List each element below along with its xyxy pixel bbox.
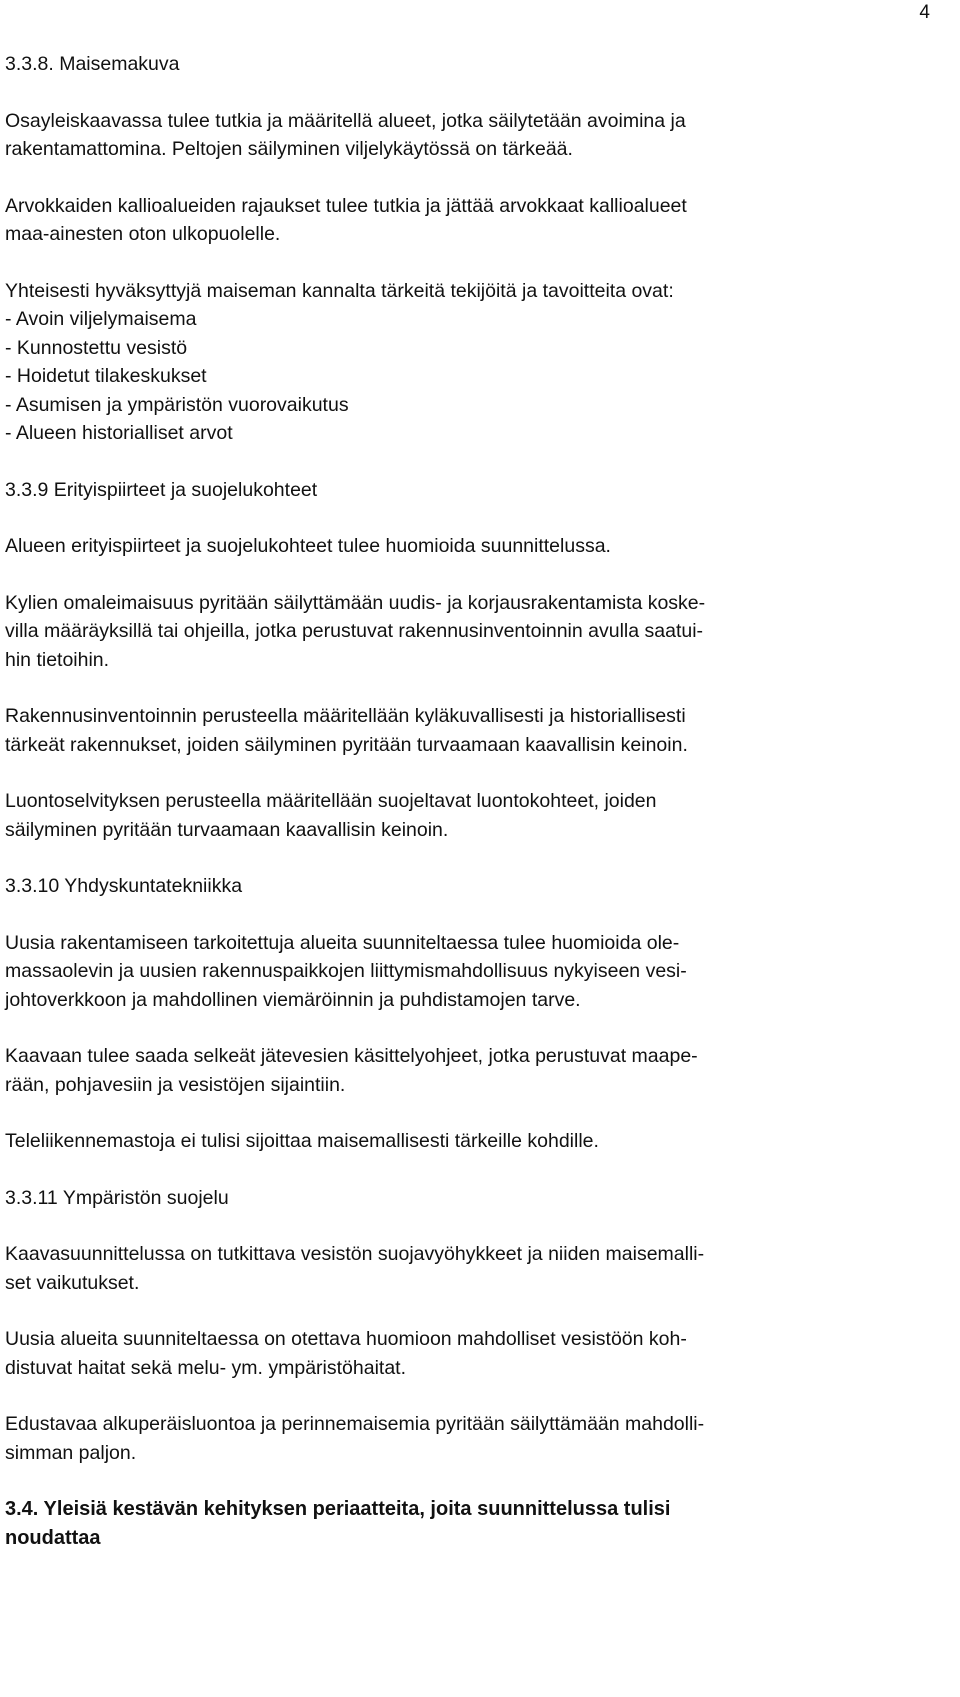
- text-line: villa määräyksillä tai ohjeilla, jotka perustuvat rakennusinventoinnin avulla saatui-: [5, 620, 704, 642]
- text-line: simman paljon.: [5, 1441, 137, 1464]
- list-item: - Asumisen ja ympäristön vuorovaikutus: [5, 393, 349, 416]
- list-item: - Hoidetut tilakeskukset: [5, 365, 207, 387]
- text-line: maa-ainesten oton ulkopuolelle.: [5, 223, 281, 245]
- section-heading-3-3-11: 3.3.11 Ympäristön suojelu: [5, 1186, 229, 1209]
- document-body: [5, 50, 920, 1552]
- paragraph: [5, 1127, 920, 1156]
- paragraph: [5, 702, 920, 759]
- paragraph: [5, 277, 920, 448]
- text-line: rään, pohjavesiin ja vesistöjen sijaintiin.: [5, 1073, 346, 1096]
- text-line: massaolevin ja uusien rakennuspaikkojen liittymismahdollisuus nykyiseen vesi-: [5, 960, 687, 982]
- paragraph: [5, 532, 920, 561]
- text-line: Teleliikennemastoja ei tulisi sijoittaa maisemallisesti tärkeille kohdille.: [5, 1130, 599, 1152]
- bullet-list: [5, 305, 920, 448]
- title-line: 3.4. Yleisiä kestävän kehityksen periaatteita, joita suunnittelussa tulisi: [5, 1498, 671, 1520]
- text-line: set vaikutukset.: [5, 1271, 140, 1294]
- page-number: 4: [919, 2, 930, 23]
- text-line: Edustavaa alkuperäisluontoa ja perinnemaisemia pyritään säilyttämään mahdolli-: [5, 1413, 705, 1435]
- text-line: distuvat haitat sekä melu- ym. ympäristöhaitat.: [5, 1356, 406, 1379]
- section-heading-3-3-8: 3.3.8. Maisemakuva: [5, 53, 180, 75]
- paragraph: [5, 107, 920, 164]
- paragraph: [5, 192, 920, 249]
- paragraph: [5, 787, 920, 844]
- paragraph: [5, 1410, 920, 1467]
- text-line: Uusia alueita suunniteltaessa on otettava huomioon mahdolliset vesistöön koh-: [5, 1328, 687, 1350]
- section-title-3-4: [5, 1495, 920, 1552]
- text-line: Rakennusinventoinnin perusteella määritellään kyläkuvallisesti ja historiallisesti: [5, 705, 686, 727]
- text-line: säilyminen pyritään turvaamaan kaavallisin keinoin.: [5, 818, 449, 841]
- text-line: Luontoselvityksen perusteella määritellään suojeltavat luontokohteet, joiden: [5, 790, 657, 812]
- text-line: rakentamattomina. Peltojen säilyminen viljelykäytössä on tärkeää.: [5, 138, 573, 160]
- text-line: hin tietoihin.: [5, 648, 110, 671]
- text-line: Arvokkaiden kallioalueiden rajaukset tulee tutkia ja jättää arvokkaat kallioalueet: [5, 194, 687, 217]
- list-item: - Kunnostettu vesistö: [5, 336, 188, 359]
- list-item: - Avoin viljelymaisema: [5, 308, 197, 330]
- paragraph: [5, 1042, 920, 1099]
- text-line: Alueen erityispiirteet ja suojelukohteet tulee huomioida suunnittelussa.: [5, 535, 611, 557]
- text-line: Kaavasuunnittelussa on tutkittava vesistön suojavyöhykkeet ja niiden maisemalli-: [5, 1243, 705, 1265]
- paragraph: [5, 929, 920, 1015]
- text-line: tärkeät rakennukset, joiden säilyminen pyritään turvaamaan kaavallisin keinoin.: [5, 733, 688, 756]
- text-line: johtoverkkoon ja mahdollinen viemäröinnin ja puhdistamojen tarve.: [5, 988, 581, 1011]
- paragraph: [5, 1240, 920, 1297]
- text-line: Osayleiskaavassa tulee tutkia ja määritellä alueet, jotka säilytetään avoimina ja: [5, 109, 686, 132]
- paragraph: [5, 1325, 920, 1382]
- paragraph: [5, 589, 920, 675]
- text-line: Kaavaan tulee saada selkeät jätevesien käsittelyohjeet, jotka perustuvat maape-: [5, 1045, 698, 1067]
- title-line: noudattaa: [5, 1526, 101, 1549]
- list-item: - Alueen historialliset arvot: [5, 422, 233, 444]
- text-line: Yhteisesti hyväksyttyjä maiseman kannalta tärkeitä tekijöitä ja tavoitteita ovat:: [5, 279, 674, 302]
- text-line: Uusia rakentamiseen tarkoitettuja alueita suunniteltaessa tulee huomioida ole-: [5, 931, 680, 954]
- section-heading-3-3-9: 3.3.9 Erityispiirteet ja suojelukohteet: [5, 478, 318, 501]
- section-heading-3-3-10: 3.3.10 Yhdyskuntatekniikka: [5, 875, 243, 897]
- text-line: Kylien omaleimaisuus pyritään säilyttämään uudis- ja korjausrakentamista koske-: [5, 591, 706, 614]
